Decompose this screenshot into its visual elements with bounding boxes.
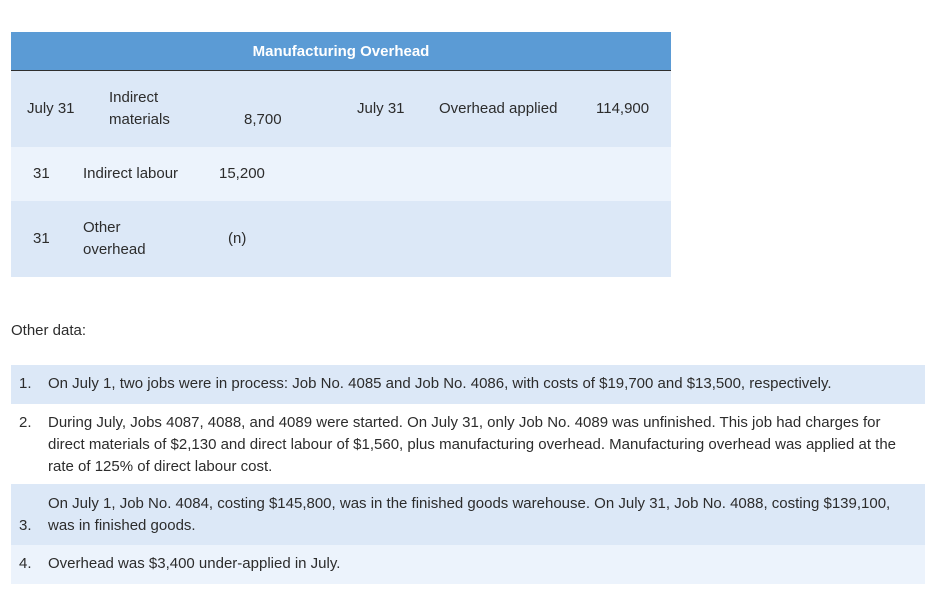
list-item-number: 2. [19,414,32,431]
list-item-number: 3. [19,517,32,534]
list-item [11,484,925,545]
debit-amount: 15,200 [219,165,265,182]
list-item-text: Overhead was $3,400 under-applied in July. [48,555,341,572]
t-account [11,32,671,277]
list-item [11,545,925,584]
debit-amount: (n) [228,230,247,247]
list-item-text: On July 1, Job No. 4084, costing $145,800, was in the finished goods warehouse. On July 31, Job No. 4088, costing $139,100, was in finished goods. [48,495,891,534]
other-data-list [11,365,925,584]
t-account-row [11,147,671,201]
debit-description: Indirect materials [109,89,170,128]
other-data-label: Other data: [11,322,87,339]
credit-description: Overhead applied [439,100,558,117]
debit-description: Indirect labour [83,165,179,182]
account-title: Manufacturing Overhead [11,32,671,71]
credit-amount: 114,900 [596,100,650,117]
list-item-text: During July, Jobs 4087, 4088, and 4089 were started. On July 31, only Job No. 4089 was unfinished. This job had charges for direct materials of $2,130 and direct labour of $1,560, plus manufacturing overhead. Manufacturing overhead was applied at the rate of 125% of direct labour cost. [48,414,897,475]
debit-date: July 31 [27,100,75,117]
debit-amount: 8,700 [244,111,282,128]
list-item-number: 4. [19,555,32,572]
t-account-row [11,201,671,277]
t-account-row [11,71,671,147]
t-account-body [11,71,671,277]
list-item [11,365,925,404]
debit-description: Other overhead [83,219,146,258]
list-item-number: 1. [19,375,32,392]
list-item [11,404,925,484]
credit-date: July 31 [357,100,405,117]
list-item-text: On July 1, two jobs were in process: Job No. 4085 and Job No. 4086, with costs of $19,700 and $13,500, respectively. [48,375,832,392]
debit-date: 31 [33,165,50,182]
debit-date: 31 [33,230,50,247]
